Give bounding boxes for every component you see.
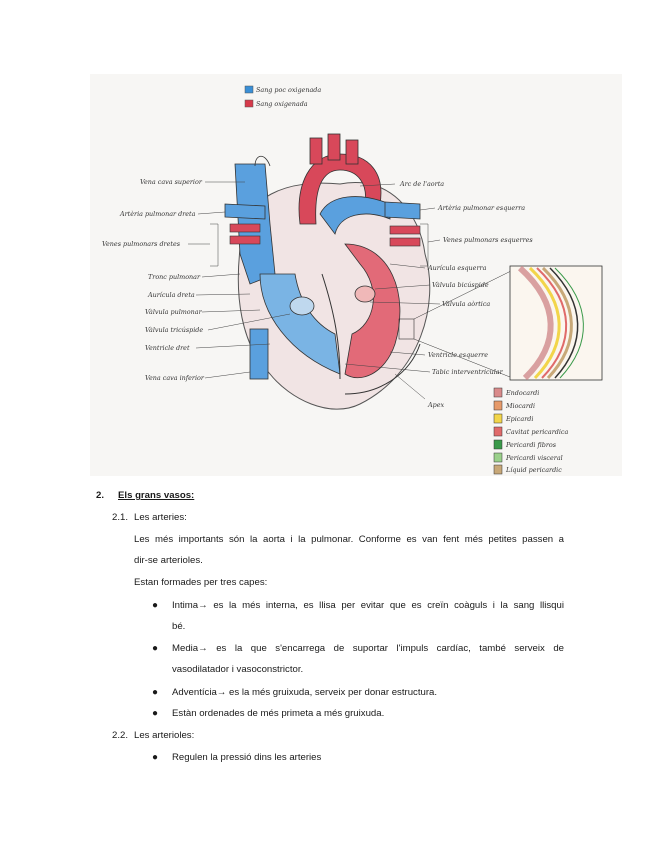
bullet-item: ●: [152, 687, 159, 698]
paragraph-intro: Estan formades per tres capes:: [134, 577, 268, 588]
svg-text:Apex: Apex: [428, 401, 445, 409]
bullet-item: ●: [152, 600, 159, 611]
svg-text:Miocardi: Miocardi: [506, 402, 536, 410]
svg-text:Líquid pericardic: Líquid pericardic: [506, 466, 562, 474]
bullet-item: ●: [152, 708, 159, 719]
bullet-item: ●: [152, 643, 159, 654]
svg-text:Epicardi: Epicardi: [506, 415, 534, 423]
svg-text:Aurícula dreta: Aurícula dreta: [148, 291, 195, 299]
svg-text:Vàlvula pulmonar: Vàlvula pulmonar: [145, 308, 202, 316]
svg-text:Ventricle dret: Ventricle dret: [145, 344, 190, 352]
svg-text:Vàlvula bicúspide: Vàlvula bicúspide: [432, 281, 489, 289]
svg-text:Vàlvula aòrtica: Vàlvula aòrtica: [442, 300, 491, 308]
section-title: Els grans vasos:: [118, 490, 195, 501]
svg-text:Artèria pulmonar dreta: Artèria pulmonar dreta: [120, 210, 196, 218]
svg-text:Venes pulmonars esquerres: Venes pulmonars esquerres: [443, 236, 533, 244]
subsection-heading: 2.1. Les arteries:: [112, 512, 187, 523]
svg-text:Vàlvula tricúspide: Vàlvula tricúspide: [145, 326, 204, 334]
bullet-text: Estàn ordenades de més primeta a més gruixuda.: [172, 708, 385, 719]
svg-text:Endocardi: Endocardi: [506, 389, 540, 397]
paragraph-line: dir-se arterioles.: [134, 555, 203, 566]
bullet-text: Regulen la pressió dins les arteries: [172, 752, 322, 763]
svg-text:Pericardi fibros: Pericardi fibros: [506, 441, 557, 449]
subsection-heading: 2.2. Les arterioles:: [112, 730, 195, 741]
bullet-text: vasodilatador i vasoconstrictor.: [172, 664, 304, 675]
paragraph-line: Les més importants són la aorta i la pulmonar. Conforme es van fent més petites passen a: [134, 534, 564, 545]
svg-text:Venes pulmonars dretes: Venes pulmonars dretes: [102, 240, 181, 248]
bullet-item: ●: [152, 752, 159, 763]
bullet-text: Media→ es la que s'encarrega de suportar l'impuls cardíac, també serveix de: [172, 643, 564, 654]
svg-text:Tabic interventricular: Tabic interventricular: [432, 368, 503, 376]
svg-text:Aurícula esquerra: Aurícula esquerra: [428, 264, 487, 272]
legend-deoxygenated-label: Sang poc oxigenada: [256, 86, 322, 94]
section-heading: [96, 485, 194, 507]
bullet-text: Intima→ es la més interna, es llisa per evitar que es creïn coàguls i la sang llisqui: [172, 600, 564, 611]
svg-text:Cavitat pericardica: Cavitat pericardica: [506, 428, 569, 436]
bullet-text: Adventícia→ es la més gruixuda, serveix per donar estructura.: [172, 687, 438, 698]
svg-text:Vena cava inferior: Vena cava inferior: [145, 374, 204, 382]
legend-oxygenated-label: Sang oxigenada: [256, 100, 308, 108]
svg-text:Ventricle esquerre: Ventricle esquerre: [428, 351, 488, 359]
svg-text:Pericardi visceral: Pericardi visceral: [506, 454, 563, 462]
svg-text:Vena cava superior: Vena cava superior: [140, 178, 202, 186]
bullet-text: bé.: [172, 621, 186, 632]
svg-text:Artèria pulmonar esquerra: Artèria pulmonar esquerra: [438, 204, 526, 212]
svg-text:Arc de l'aorta: Arc de l'aorta: [400, 180, 445, 188]
section-number: 2.: [96, 490, 105, 501]
svg-text:Tronc pulmonar: Tronc pulmonar: [148, 273, 201, 281]
